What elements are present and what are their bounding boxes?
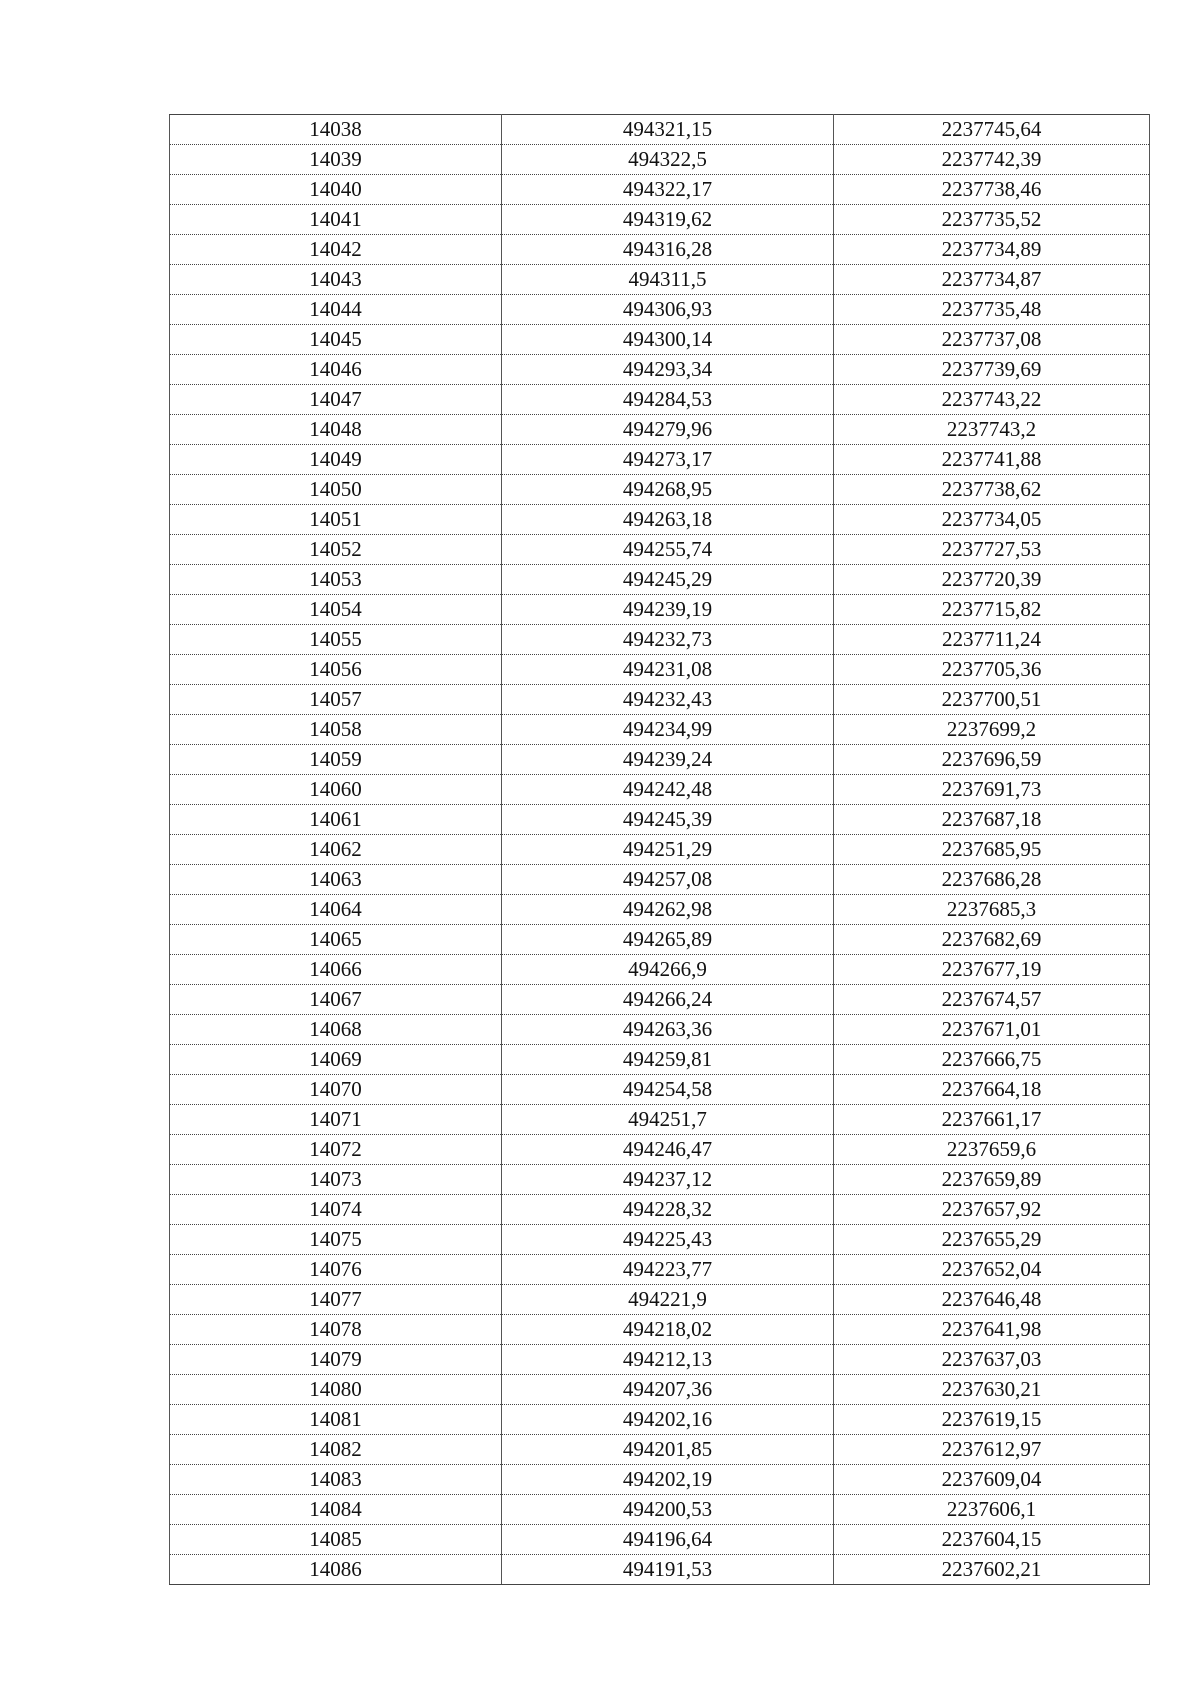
x-coordinate-cell: 494322,17 xyxy=(502,175,834,205)
point-number-cell: 14062 xyxy=(170,835,502,865)
x-coordinate-cell: 494232,43 xyxy=(502,685,834,715)
table-row xyxy=(170,715,1150,745)
point-number-cell: 14038 xyxy=(170,115,502,145)
point-number-cell: 14045 xyxy=(170,325,502,355)
x-coordinate-cell: 494322,5 xyxy=(502,145,834,175)
table-row xyxy=(170,1465,1150,1495)
table-row xyxy=(170,1135,1150,1165)
table-row xyxy=(170,1405,1150,1435)
table-row xyxy=(170,1195,1150,1225)
point-number-cell: 14056 xyxy=(170,655,502,685)
table-row xyxy=(170,325,1150,355)
x-coordinate-cell: 494262,98 xyxy=(502,895,834,925)
x-coordinate-cell: 494265,89 xyxy=(502,925,834,955)
y-coordinate-cell: 2237655,29 xyxy=(834,1225,1150,1255)
point-number-cell: 14050 xyxy=(170,475,502,505)
x-coordinate-cell: 494232,73 xyxy=(502,625,834,655)
x-coordinate-cell: 494311,5 xyxy=(502,265,834,295)
point-number-cell: 14065 xyxy=(170,925,502,955)
point-number-cell: 14074 xyxy=(170,1195,502,1225)
x-coordinate-cell: 494284,53 xyxy=(502,385,834,415)
table-row xyxy=(170,1435,1150,1465)
x-coordinate-cell: 494300,14 xyxy=(502,325,834,355)
table-row xyxy=(170,835,1150,865)
x-coordinate-cell: 494223,77 xyxy=(502,1255,834,1285)
point-number-cell: 14082 xyxy=(170,1435,502,1465)
x-coordinate-cell: 494225,43 xyxy=(502,1225,834,1255)
table-row xyxy=(170,1555,1150,1585)
x-coordinate-cell: 494202,19 xyxy=(502,1465,834,1495)
x-coordinate-cell: 494200,53 xyxy=(502,1495,834,1525)
table-row xyxy=(170,1045,1150,1075)
point-number-cell: 14057 xyxy=(170,685,502,715)
x-coordinate-cell: 494202,16 xyxy=(502,1405,834,1435)
point-number-cell: 14044 xyxy=(170,295,502,325)
x-coordinate-cell: 494266,24 xyxy=(502,985,834,1015)
table-row xyxy=(170,295,1150,325)
y-coordinate-cell: 2237630,21 xyxy=(834,1375,1150,1405)
table-row xyxy=(170,745,1150,775)
y-coordinate-cell: 2237715,82 xyxy=(834,595,1150,625)
y-coordinate-cell: 2237727,53 xyxy=(834,535,1150,565)
table-row xyxy=(170,1165,1150,1195)
table-row xyxy=(170,205,1150,235)
point-number-cell: 14071 xyxy=(170,1105,502,1135)
y-coordinate-cell: 2237674,57 xyxy=(834,985,1150,1015)
y-coordinate-cell: 2237659,89 xyxy=(834,1165,1150,1195)
table-row xyxy=(170,1375,1150,1405)
point-number-cell: 14042 xyxy=(170,235,502,265)
x-coordinate-cell: 494279,96 xyxy=(502,415,834,445)
table-row xyxy=(170,1525,1150,1555)
x-coordinate-cell: 494251,29 xyxy=(502,835,834,865)
y-coordinate-cell: 2237619,15 xyxy=(834,1405,1150,1435)
point-number-cell: 14080 xyxy=(170,1375,502,1405)
y-coordinate-cell: 2237609,04 xyxy=(834,1465,1150,1495)
coordinate-table-body xyxy=(170,115,1150,1585)
y-coordinate-cell: 2237604,15 xyxy=(834,1525,1150,1555)
point-number-cell: 14083 xyxy=(170,1465,502,1495)
point-number-cell: 14054 xyxy=(170,595,502,625)
x-coordinate-cell: 494273,17 xyxy=(502,445,834,475)
x-coordinate-cell: 494218,02 xyxy=(502,1315,834,1345)
table-row xyxy=(170,355,1150,385)
point-number-cell: 14066 xyxy=(170,955,502,985)
x-coordinate-cell: 494196,64 xyxy=(502,1525,834,1555)
x-coordinate-cell: 494245,29 xyxy=(502,565,834,595)
point-number-cell: 14043 xyxy=(170,265,502,295)
y-coordinate-cell: 2237657,92 xyxy=(834,1195,1150,1225)
y-coordinate-cell: 2237700,51 xyxy=(834,685,1150,715)
point-number-cell: 14049 xyxy=(170,445,502,475)
x-coordinate-cell: 494263,18 xyxy=(502,505,834,535)
y-coordinate-cell: 2237687,18 xyxy=(834,805,1150,835)
table-row xyxy=(170,685,1150,715)
table-row xyxy=(170,145,1150,175)
table-row xyxy=(170,265,1150,295)
point-number-cell: 14085 xyxy=(170,1525,502,1555)
point-number-cell: 14068 xyxy=(170,1015,502,1045)
x-coordinate-cell: 494191,53 xyxy=(502,1555,834,1585)
table-row xyxy=(170,595,1150,625)
x-coordinate-cell: 494242,48 xyxy=(502,775,834,805)
table-row xyxy=(170,565,1150,595)
y-coordinate-cell: 2237738,46 xyxy=(834,175,1150,205)
x-coordinate-cell: 494319,62 xyxy=(502,205,834,235)
x-coordinate-cell: 494228,32 xyxy=(502,1195,834,1225)
point-number-cell: 14048 xyxy=(170,415,502,445)
point-number-cell: 14047 xyxy=(170,385,502,415)
x-coordinate-cell: 494234,99 xyxy=(502,715,834,745)
y-coordinate-cell: 2237737,08 xyxy=(834,325,1150,355)
table-row xyxy=(170,175,1150,205)
y-coordinate-cell: 2237738,62 xyxy=(834,475,1150,505)
table-row xyxy=(170,1285,1150,1315)
x-coordinate-cell: 494255,74 xyxy=(502,535,834,565)
table-row xyxy=(170,445,1150,475)
point-number-cell: 14086 xyxy=(170,1555,502,1585)
table-row xyxy=(170,1075,1150,1105)
table-row xyxy=(170,505,1150,535)
point-number-cell: 14055 xyxy=(170,625,502,655)
y-coordinate-cell: 2237685,3 xyxy=(834,895,1150,925)
y-coordinate-cell: 2237699,2 xyxy=(834,715,1150,745)
table-row xyxy=(170,1345,1150,1375)
point-number-cell: 14064 xyxy=(170,895,502,925)
table-row xyxy=(170,655,1150,685)
point-number-cell: 14079 xyxy=(170,1345,502,1375)
x-coordinate-cell: 494246,47 xyxy=(502,1135,834,1165)
point-number-cell: 14063 xyxy=(170,865,502,895)
point-number-cell: 14081 xyxy=(170,1405,502,1435)
x-coordinate-cell: 494259,81 xyxy=(502,1045,834,1075)
table-row xyxy=(170,625,1150,655)
y-coordinate-cell: 2237743,22 xyxy=(834,385,1150,415)
y-coordinate-cell: 2237691,73 xyxy=(834,775,1150,805)
table-row xyxy=(170,865,1150,895)
y-coordinate-cell: 2237637,03 xyxy=(834,1345,1150,1375)
table-row xyxy=(170,775,1150,805)
y-coordinate-cell: 2237652,04 xyxy=(834,1255,1150,1285)
y-coordinate-cell: 2237743,2 xyxy=(834,415,1150,445)
x-coordinate-cell: 494254,58 xyxy=(502,1075,834,1105)
table-row xyxy=(170,925,1150,955)
point-number-cell: 14059 xyxy=(170,745,502,775)
y-coordinate-cell: 2237664,18 xyxy=(834,1075,1150,1105)
point-number-cell: 14040 xyxy=(170,175,502,205)
y-coordinate-cell: 2237661,17 xyxy=(834,1105,1150,1135)
x-coordinate-cell: 494237,12 xyxy=(502,1165,834,1195)
table-row xyxy=(170,235,1150,265)
table-row xyxy=(170,1105,1150,1135)
point-number-cell: 14075 xyxy=(170,1225,502,1255)
point-number-cell: 14046 xyxy=(170,355,502,385)
point-number-cell: 14072 xyxy=(170,1135,502,1165)
x-coordinate-cell: 494316,28 xyxy=(502,235,834,265)
point-number-cell: 14070 xyxy=(170,1075,502,1105)
x-coordinate-cell: 494293,34 xyxy=(502,355,834,385)
x-coordinate-cell: 494245,39 xyxy=(502,805,834,835)
table-row xyxy=(170,1315,1150,1345)
point-number-cell: 14073 xyxy=(170,1165,502,1195)
point-number-cell: 14039 xyxy=(170,145,502,175)
table-row xyxy=(170,385,1150,415)
table-row xyxy=(170,415,1150,445)
y-coordinate-cell: 2237685,95 xyxy=(834,835,1150,865)
y-coordinate-cell: 2237659,6 xyxy=(834,1135,1150,1165)
y-coordinate-cell: 2237711,24 xyxy=(834,625,1150,655)
table-row xyxy=(170,895,1150,925)
y-coordinate-cell: 2237734,05 xyxy=(834,505,1150,535)
y-coordinate-cell: 2237734,89 xyxy=(834,235,1150,265)
y-coordinate-cell: 2237612,97 xyxy=(834,1435,1150,1465)
x-coordinate-cell: 494263,36 xyxy=(502,1015,834,1045)
point-number-cell: 14051 xyxy=(170,505,502,535)
y-coordinate-cell: 2237705,36 xyxy=(834,655,1150,685)
point-number-cell: 14053 xyxy=(170,565,502,595)
y-coordinate-cell: 2237745,64 xyxy=(834,115,1150,145)
point-number-cell: 14061 xyxy=(170,805,502,835)
point-number-cell: 14076 xyxy=(170,1255,502,1285)
y-coordinate-cell: 2237696,59 xyxy=(834,745,1150,775)
x-coordinate-cell: 494207,36 xyxy=(502,1375,834,1405)
table-row xyxy=(170,1015,1150,1045)
y-coordinate-cell: 2237682,69 xyxy=(834,925,1150,955)
x-coordinate-cell: 494266,9 xyxy=(502,955,834,985)
point-number-cell: 14052 xyxy=(170,535,502,565)
y-coordinate-cell: 2237602,21 xyxy=(834,1555,1150,1585)
coordinate-table xyxy=(169,114,1150,1585)
x-coordinate-cell: 494239,19 xyxy=(502,595,834,625)
table-row xyxy=(170,1255,1150,1285)
x-coordinate-cell: 494306,93 xyxy=(502,295,834,325)
point-number-cell: 14041 xyxy=(170,205,502,235)
table-row xyxy=(170,805,1150,835)
x-coordinate-cell: 494251,7 xyxy=(502,1105,834,1135)
y-coordinate-cell: 2237742,39 xyxy=(834,145,1150,175)
y-coordinate-cell: 2237720,39 xyxy=(834,565,1150,595)
point-number-cell: 14067 xyxy=(170,985,502,1015)
y-coordinate-cell: 2237735,52 xyxy=(834,205,1150,235)
y-coordinate-cell: 2237734,87 xyxy=(834,265,1150,295)
point-number-cell: 14060 xyxy=(170,775,502,805)
y-coordinate-cell: 2237606,1 xyxy=(834,1495,1150,1525)
x-coordinate-cell: 494201,85 xyxy=(502,1435,834,1465)
table-row xyxy=(170,475,1150,505)
y-coordinate-cell: 2237677,19 xyxy=(834,955,1150,985)
table-row xyxy=(170,985,1150,1015)
y-coordinate-cell: 2237739,69 xyxy=(834,355,1150,385)
y-coordinate-cell: 2237671,01 xyxy=(834,1015,1150,1045)
y-coordinate-cell: 2237666,75 xyxy=(834,1045,1150,1075)
table-row xyxy=(170,1495,1150,1525)
x-coordinate-cell: 494268,95 xyxy=(502,475,834,505)
table-row xyxy=(170,115,1150,145)
point-number-cell: 14058 xyxy=(170,715,502,745)
y-coordinate-cell: 2237686,28 xyxy=(834,865,1150,895)
x-coordinate-cell: 494239,24 xyxy=(502,745,834,775)
table-row xyxy=(170,955,1150,985)
table-row xyxy=(170,535,1150,565)
x-coordinate-cell: 494212,13 xyxy=(502,1345,834,1375)
y-coordinate-cell: 2237741,88 xyxy=(834,445,1150,475)
point-number-cell: 14078 xyxy=(170,1315,502,1345)
point-number-cell: 14077 xyxy=(170,1285,502,1315)
y-coordinate-cell: 2237646,48 xyxy=(834,1285,1150,1315)
point-number-cell: 14069 xyxy=(170,1045,502,1075)
point-number-cell: 14084 xyxy=(170,1495,502,1525)
x-coordinate-cell: 494221,9 xyxy=(502,1285,834,1315)
y-coordinate-cell: 2237735,48 xyxy=(834,295,1150,325)
y-coordinate-cell: 2237641,98 xyxy=(834,1315,1150,1345)
x-coordinate-cell: 494231,08 xyxy=(502,655,834,685)
x-coordinate-cell: 494257,08 xyxy=(502,865,834,895)
table-row xyxy=(170,1225,1150,1255)
x-coordinate-cell: 494321,15 xyxy=(502,115,834,145)
